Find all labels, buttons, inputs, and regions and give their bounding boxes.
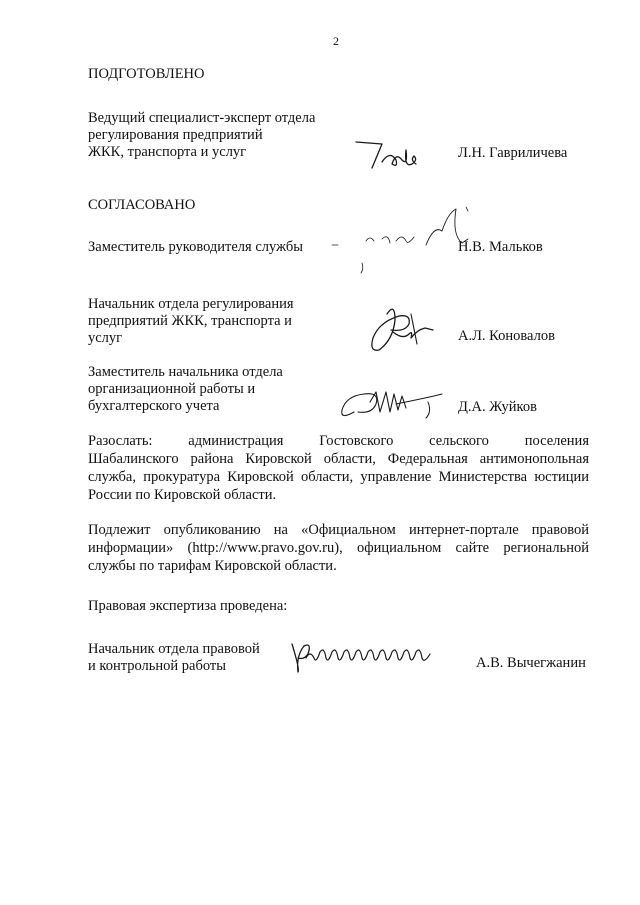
agreed-entry-1-position [88, 239, 303, 256]
page-number: 2 [333, 34, 339, 48]
legal-review-position [88, 641, 260, 675]
legal-review-name: А.В. Вычегжанин [476, 655, 586, 671]
signature-agreed-3 [336, 382, 446, 422]
publication-paragraph [88, 521, 589, 575]
signature-prepared [352, 138, 432, 172]
agreed-entry-2-name: А.Л. Коновалов [458, 328, 555, 344]
position-line: Начальник отдела правовой [88, 641, 260, 657]
signature-agreed-2 [365, 300, 435, 356]
position-line: и контрольной работы [88, 658, 226, 674]
agreed-entry-3-name: Д.А. Жуйков [458, 399, 537, 415]
position-line: организационной работы и [88, 381, 256, 397]
position-line: Заместитель руководителя службы [88, 239, 304, 255]
position-line: Заместитель начальника отдела [88, 364, 283, 380]
distribution-line: служба, прокуратура Кировской области, управление Министерства юстиции [88, 469, 589, 485]
position-line: услуг [88, 330, 123, 346]
distribution-paragraph [88, 432, 589, 504]
distribution-line: Шабалинского района Кировской области, Федеральная антимонопольная [88, 451, 589, 467]
prepared-name: Л.Н. Гавриличева [458, 145, 568, 161]
agreed-heading: СОГЛАСОВАНО [88, 197, 196, 213]
distribution-line: Разослать: администрация Гостовского сельского поселения [88, 433, 589, 449]
agreed-entry-3-position [88, 364, 283, 415]
position-line: ЖКК, транспорта и услуг [88, 144, 247, 160]
position-line: Ведущий специалист-эксперт отдела [88, 110, 316, 126]
prepared-position [88, 110, 315, 161]
publication-line: службы по тарифам Кировской области. [88, 558, 337, 574]
agreed-entry-1-name: Н.В. Мальков [458, 239, 543, 255]
position-line: Начальник отдела регулирования [88, 296, 294, 312]
publication-line: информации» (http://www.pravo.gov.ru), официальном сайте региональной [88, 540, 589, 556]
signature-legal-review [286, 636, 436, 676]
agreed-entry-2-position [88, 296, 294, 347]
publication-line: Подлежит опубликованию на «Официальном интернет-портале правовой [88, 522, 589, 538]
signature-agreed-1 [330, 205, 470, 275]
position-line: предприятий ЖКК, транспорта и [88, 313, 292, 329]
legal-review-statement: Правовая экспертиза проведена: [88, 598, 288, 614]
position-line: бухгалтерского учета [88, 398, 220, 414]
distribution-line: России по Кировской области. [88, 487, 277, 503]
position-line: регулирования предприятий [88, 127, 263, 143]
prepared-heading: ПОДГОТОВЛЕНО [88, 66, 205, 82]
